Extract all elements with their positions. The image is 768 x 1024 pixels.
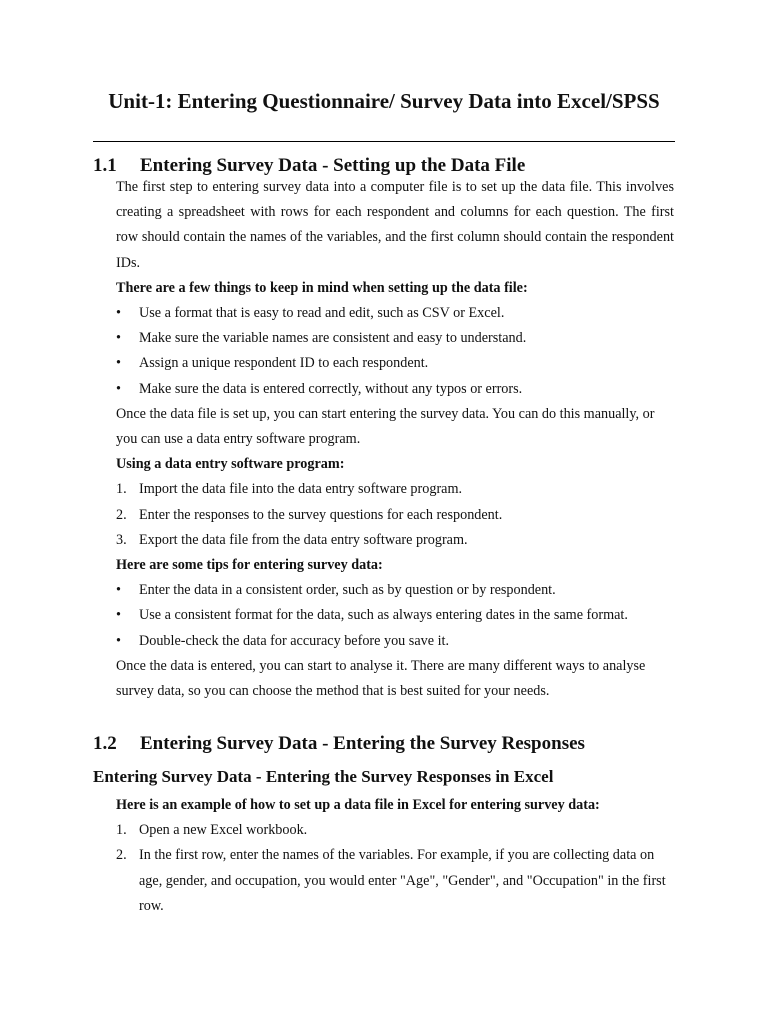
list-item: • Make sure the variable names are consistent and easy to understand. (116, 326, 674, 351)
tips-heading: Here are some tips for entering survey data: (116, 557, 383, 574)
section-1-2-heading (93, 732, 585, 756)
section-1-2-body (116, 793, 674, 919)
things-list (116, 301, 674, 402)
list-item: 2. Enter the responses to the survey questions for each respondent. (116, 503, 674, 528)
intro-paragraph: The first step to entering survey data into a computer file is to set up the data file. This involves creating a spreadsheet with rows for each respondent and columns for each question. The first row should contain the names of the variables, and the first column should contain the respondent IDs. (116, 179, 674, 271)
document-title: Unit-1: Entering Questionnaire/ Survey Data into Excel/SPSS (108, 89, 660, 113)
section-title: Entering Survey Data - Entering the Survey Responses (140, 733, 585, 754)
title-underline (93, 141, 675, 142)
after-setup-paragraph: Once the data file is set up, you can start entering the survey data. You can do this manually, or you can use a data entry software program. (116, 405, 655, 448)
excel-steps-list (116, 818, 674, 919)
bullet-marker: • (116, 607, 121, 624)
list-item: 1. Import the data file into the data entry software program. (116, 477, 674, 502)
bullet-marker: • (116, 380, 121, 397)
number-marker: 2. (116, 847, 127, 864)
list-item: 1. Open a new Excel workbook. (116, 818, 674, 843)
section-1-2-subheading: Entering Survey Data - Entering the Survey Responses in Excel (93, 767, 554, 786)
closing-paragraph: Once the data is entered, you can start to analyse it. There are many different ways to analyse survey data, so you can choose the method that is best suited for your needs. (116, 657, 646, 700)
bullet-marker: • (116, 632, 121, 649)
list-item: 2. In the first row, enter the names of the variables. For example, if you are collecting data on age, gender, and occupation, you would enter "Age", "Gender", and "Occupation" in the first row. (116, 843, 674, 919)
list-item: • Use a format that is easy to read and edit, such as CSV or Excel. (116, 301, 674, 326)
software-steps-list (116, 477, 674, 553)
list-item: 3. Export the data file from the data entry software program. (116, 528, 674, 553)
list-item: • Assign a unique respondent ID to each respondent. (116, 351, 674, 376)
tips-list (116, 578, 674, 654)
section-number: 1.1 (93, 155, 117, 176)
software-heading: Using a data entry software program: (116, 456, 345, 473)
section-1-1-body (116, 175, 674, 704)
bullet-marker: • (116, 582, 121, 599)
bullet-marker: • (116, 330, 121, 347)
bullet-marker: • (116, 355, 121, 372)
example-heading: Here is an example of how to set up a data file in Excel for entering survey data: (116, 797, 600, 813)
list-item: • Make sure the data is entered correctly, without any typos or errors. (116, 377, 674, 402)
list-item: • Use a consistent format for the data, such as always entering dates in the same format. (116, 603, 674, 628)
bullet-marker: • (116, 305, 121, 322)
number-marker: 1. (116, 822, 127, 839)
list-item: • Enter the data in a consistent order, such as by question or by respondent. (116, 578, 674, 603)
number-marker: 1. (116, 481, 127, 498)
things-heading: There are a few things to keep in mind when setting up the data file: (116, 279, 528, 296)
number-marker: 3. (116, 531, 127, 548)
section-title: Entering Survey Data - Setting up the Data File (140, 155, 526, 176)
section-number: 1.2 (93, 733, 117, 754)
list-item: • Double-check the data for accuracy before you save it. (116, 629, 674, 654)
number-marker: 2. (116, 506, 127, 523)
